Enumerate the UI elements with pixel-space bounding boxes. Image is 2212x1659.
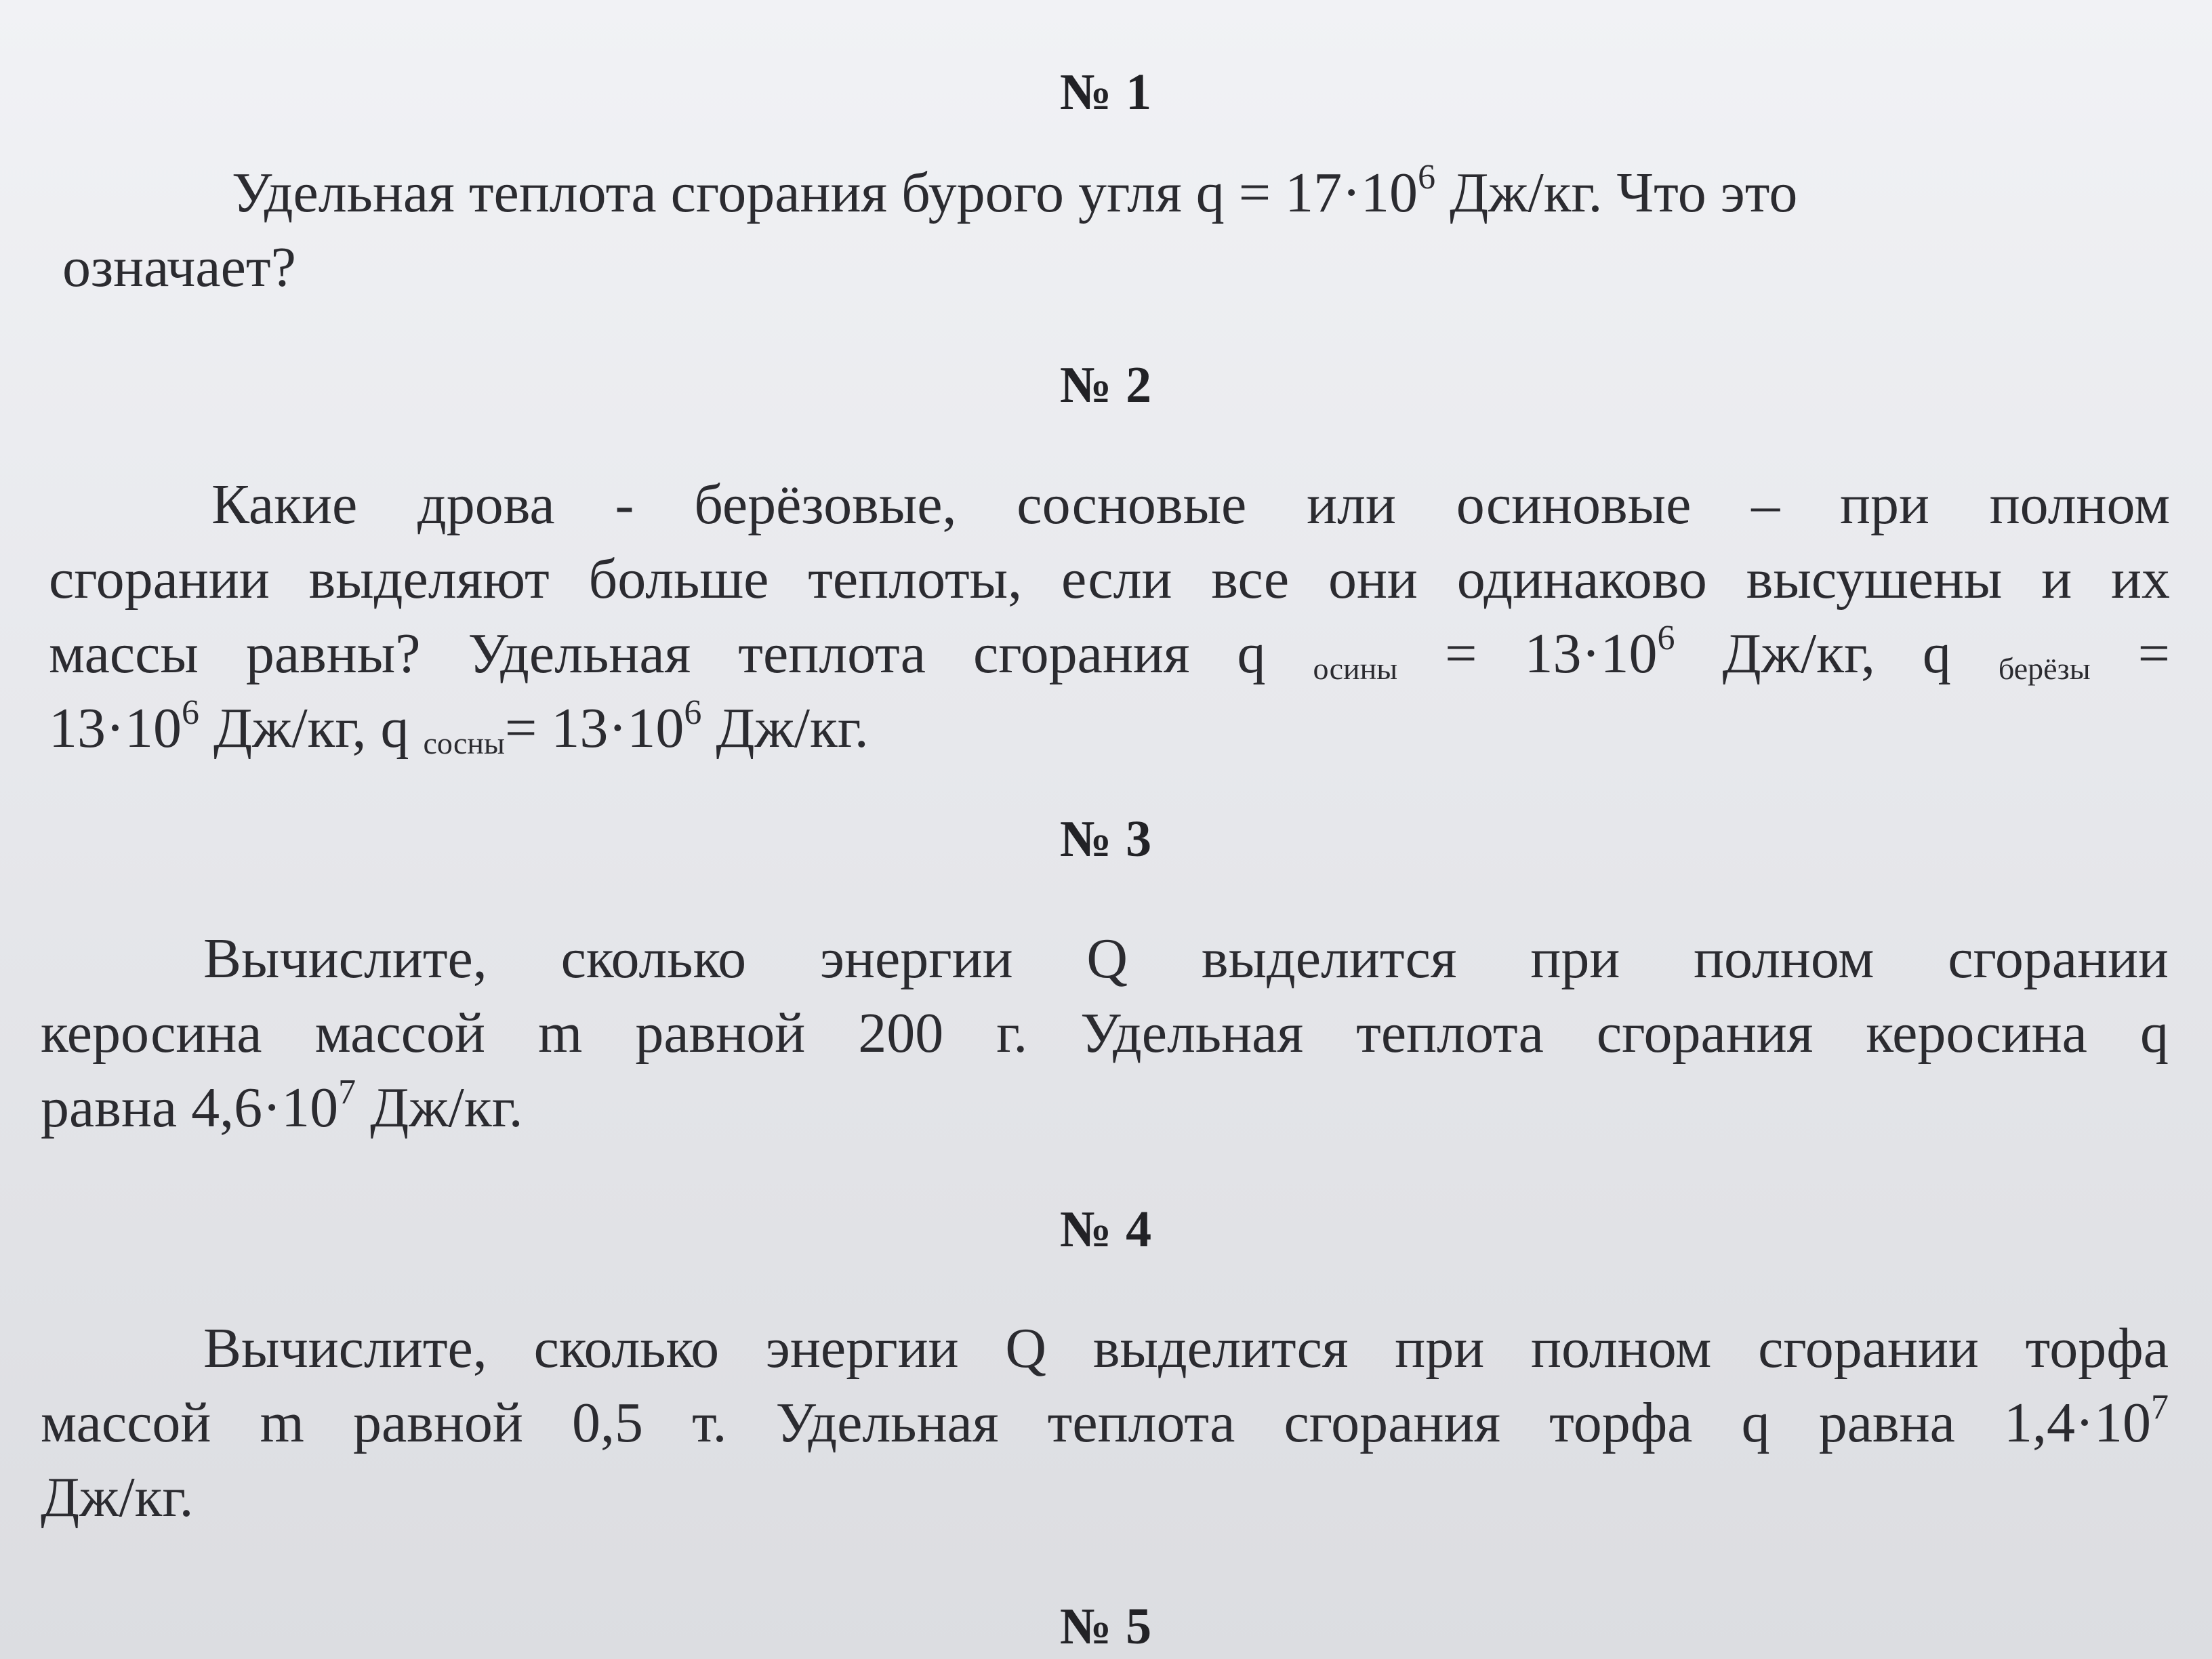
- text-segment: =: [2090, 622, 2170, 685]
- exponent: 7: [338, 1073, 356, 1111]
- problem-2-heading: № 2: [1059, 356, 1153, 413]
- problem-3-text: [41, 922, 2169, 1145]
- problem-3-heading: № 3: [1059, 811, 1153, 867]
- exponent: 6: [1418, 158, 1436, 197]
- text-segment: массы равны? Удельная теплота сгорания q: [49, 622, 1313, 685]
- subscript: берёзы: [1998, 651, 2091, 686]
- text-segment: массой m равной 0,5 т. Удельная теплота сгорания торфа q равна 1,4·10: [41, 1391, 2152, 1454]
- text-segment: 13·10: [49, 697, 182, 760]
- text-segment: = 13·10: [1397, 622, 1658, 685]
- problem-1-line-2: означает?: [62, 236, 296, 299]
- problem-1-text: [62, 156, 1987, 305]
- text-segment: Дж/кг, q: [1675, 622, 1999, 685]
- problem-2-line-4: [49, 691, 2170, 766]
- problem-2-line-1: Какие дрова - берёзовые, сосновые или осиновые – при полном: [211, 473, 2170, 536]
- text-segment: Дж/кг. Что это: [1435, 161, 1798, 224]
- problem-1-line-1: [62, 156, 1987, 230]
- exponent: 7: [2151, 1388, 2169, 1427]
- text-segment: Дж/кг.: [356, 1076, 523, 1139]
- problem-4-line-3: Дж/кг.: [41, 1466, 194, 1529]
- problem-2-line-3: [49, 617, 2170, 691]
- subscript: осины: [1313, 651, 1398, 686]
- text-segment: = 13·10: [504, 697, 684, 760]
- problem-4-line-2: [41, 1386, 2169, 1460]
- problem-1-heading: № 1: [1059, 64, 1153, 121]
- exponent: 6: [181, 693, 199, 732]
- problem-4-heading: № 4: [1059, 1201, 1153, 1258]
- subscript: сосны: [423, 726, 505, 760]
- text-segment: Удельная теплота сгорания бурого угля q = 17·10: [232, 161, 1418, 224]
- problem-5-heading: № 5: [1059, 1598, 1153, 1655]
- text-segment: Дж/кг.: [701, 697, 869, 760]
- problem-3-line-3: [41, 1071, 2169, 1145]
- exponent: 6: [1657, 619, 1675, 657]
- text-segment: равна 4,6·10: [41, 1076, 339, 1139]
- problem-2-line-2: сгорании выделяют больше теплоты, если все они одинаково высушены и их: [49, 548, 2170, 611]
- text-segment: Дж/кг, q: [199, 697, 424, 760]
- problem-3-line-2: керосина массой m равной 200 г. Удельная теплота сгорания керосина q: [41, 1002, 2169, 1065]
- exponent: 6: [684, 693, 702, 732]
- problem-2-text: [49, 468, 2170, 766]
- problem-4-text: [41, 1311, 2169, 1535]
- problem-3-line-1: Вычислите, сколько энергии Q выделится при полном сгорании: [203, 927, 2169, 990]
- problem-4-line-1: Вычислите, сколько энергии Q выделится при полном сгорании торфа: [203, 1317, 2169, 1380]
